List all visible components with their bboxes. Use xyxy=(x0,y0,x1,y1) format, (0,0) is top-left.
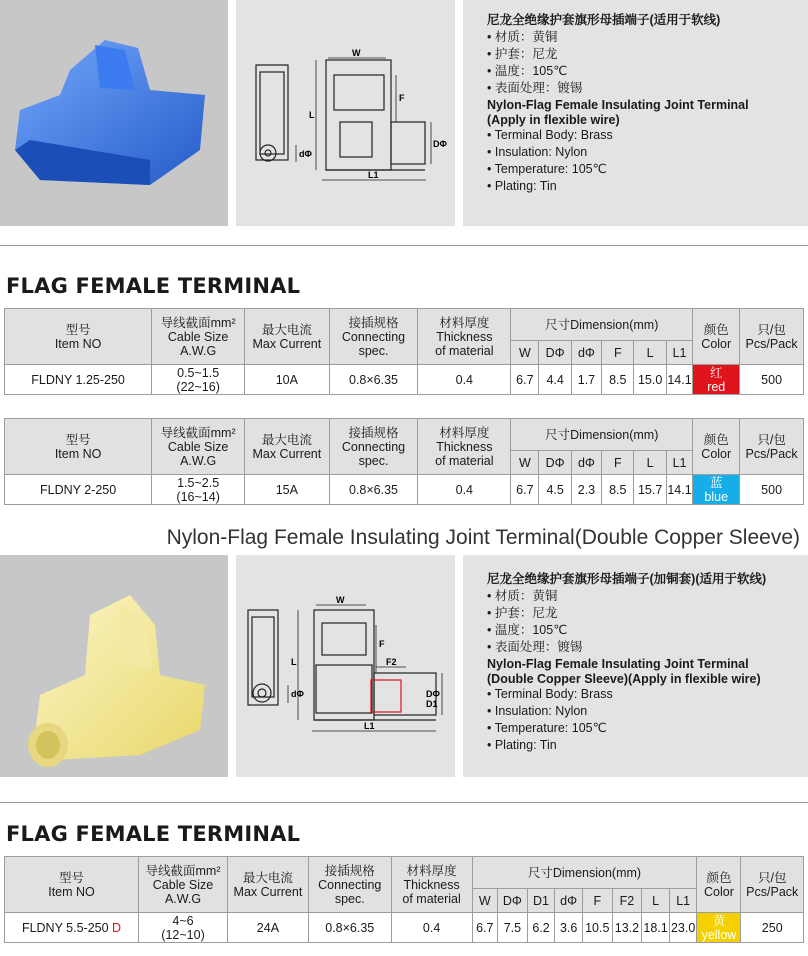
dim-value: 6.2 xyxy=(527,913,555,943)
dim-value: 1.7 xyxy=(571,365,601,395)
product-photo-yellow xyxy=(0,555,228,777)
dimension-drawing-1 xyxy=(236,0,455,226)
connecting-spec: 0.8×6.35 xyxy=(329,475,418,505)
dim-col: L xyxy=(634,451,666,475)
hdr-dimension: 尺寸Dimension(mm) xyxy=(472,857,697,889)
spec-item-cn-1: • 材质：黄铜 xyxy=(487,589,558,603)
product2-subtitle: Nylon-Flag Female Insulating Joint Terminal(Double Copper Sleeve) xyxy=(166,526,800,549)
dim-value: 15.0 xyxy=(634,365,666,395)
hdr-connecting: 接插规格 Connecting spec. xyxy=(329,419,418,475)
cable-size: 1.5~2.5 (16~14) xyxy=(152,475,245,505)
spec-item-cn-3: • 温度：105℃ xyxy=(487,623,568,637)
hdr-thickness: 材料厚度 Thickness of material xyxy=(418,309,511,365)
color-swatch-blue: 蓝 blue xyxy=(693,475,740,505)
dim-col: W xyxy=(472,889,498,913)
thickness: 0.4 xyxy=(391,913,472,943)
technical-drawing-2 xyxy=(236,555,455,777)
dphi-label: DΦ xyxy=(426,689,440,699)
spec-title-en-1: Nylon-Flag Female Insulating Joint Terminal xyxy=(487,657,749,671)
hdr-color: 颜色 Color xyxy=(693,309,740,365)
hdr-connecting: 接插规格 Connecting spec. xyxy=(308,857,391,913)
spec-panel-2 xyxy=(463,555,808,777)
cable-size: 4~6 (12~10) xyxy=(139,913,228,943)
dim-value: 2.3 xyxy=(571,475,601,505)
hdr-pack: 只/包 Pcs/Pack xyxy=(740,419,804,475)
dim-col: L xyxy=(642,889,670,913)
dim-value: 14.1 xyxy=(666,475,692,505)
item-no: FLDNY 1.25-250 xyxy=(5,365,152,395)
product-photo-blue xyxy=(0,0,228,226)
dphi-small-label: dΦ xyxy=(291,689,304,699)
spec-item-en-3: • Temperature: 105℃ xyxy=(487,721,607,735)
d1-label: D1 xyxy=(426,699,438,709)
spec-item-en-2: • Insulation: Nylon xyxy=(487,145,588,159)
dim-col: F xyxy=(602,341,634,365)
w-label: W xyxy=(336,595,345,605)
dim-value: 6.7 xyxy=(472,913,498,943)
hdr-dimension: 尺寸Dimension(mm) xyxy=(511,419,693,451)
max-current: 24A xyxy=(228,913,309,943)
section-heading-1: FLAG FEMALE TERMINAL xyxy=(6,274,301,298)
dim-value: 10.5 xyxy=(582,913,612,943)
dim-col: F xyxy=(602,451,634,475)
color-swatch-yellow: 黄 yellow xyxy=(697,913,741,943)
hdr-current: 最大电流 Max Current xyxy=(228,857,309,913)
dim-col: DΦ xyxy=(539,451,571,475)
spec-title-cn: 尼龙全绝缘护套旗形母插端子(加铜套)(适用于软线) xyxy=(487,572,767,586)
pcs-per-pack: 500 xyxy=(740,365,804,395)
hdr-thickness: 材料厚度 Thickness of material xyxy=(418,419,511,475)
spec-item-en-4: • Plating: Tin xyxy=(487,738,557,752)
hdr-item: 型号 Item NO xyxy=(5,309,152,365)
spec-item-cn-4: • 表面处理：镀锡 xyxy=(487,81,583,95)
hdr-size: 导线截面mm² Cable Size A.W.G xyxy=(139,857,228,913)
dphi-small-label: dΦ xyxy=(299,149,312,159)
dim-value: 4.5 xyxy=(539,475,571,505)
dim-value: 14.1 xyxy=(666,365,692,395)
dim-col: dΦ xyxy=(571,341,601,365)
dim-value: 8.5 xyxy=(602,475,634,505)
spec-item-cn-3: • 温度：105℃ xyxy=(487,64,568,78)
item-no: FLDNY 2-250 xyxy=(5,475,152,505)
dim-value: 4.4 xyxy=(539,365,571,395)
spec-item-en-1: • Terminal Body: Brass xyxy=(487,128,613,142)
w-label: W xyxy=(352,48,361,58)
l1-label: L1 xyxy=(368,170,379,180)
dim-col: L1 xyxy=(666,341,692,365)
hdr-pack: 只/包 Pcs/Pack xyxy=(740,309,804,365)
dim-col: L xyxy=(634,341,666,365)
spec-title-en-2: (Double Copper Sleeve)(Apply in flexible wire) xyxy=(487,672,761,686)
hdr-item: 型号 Item NO xyxy=(5,857,139,913)
copper-sleeve-highlight xyxy=(371,680,401,712)
dim-col: DΦ xyxy=(539,341,571,365)
spec-item-cn-2: • 护套：尼龙 xyxy=(487,47,558,61)
spec-panel-1 xyxy=(463,0,808,226)
thickness: 0.4 xyxy=(418,475,511,505)
dim-value: 15.7 xyxy=(634,475,666,505)
spec-item-cn-4: • 表面处理：镀锡 xyxy=(487,640,583,654)
spec-item-cn-2: • 护套：尼龙 xyxy=(487,606,558,620)
dim-col: dΦ xyxy=(555,889,583,913)
table-row xyxy=(5,913,804,943)
spec-item-en-1: • Terminal Body: Brass xyxy=(487,687,613,701)
dim-value: 13.2 xyxy=(612,913,642,943)
spec-table-3 xyxy=(4,856,804,943)
f-label: F xyxy=(399,93,405,103)
hdr-item: 型号 Item NO xyxy=(5,419,152,475)
dim-col: F xyxy=(582,889,612,913)
dim-value: 3.6 xyxy=(555,913,583,943)
dim-col: D1 xyxy=(527,889,555,913)
divider-1 xyxy=(0,245,808,246)
hdr-current: 最大电流 Max Current xyxy=(245,309,330,365)
pcs-per-pack: 500 xyxy=(740,475,804,505)
thickness: 0.4 xyxy=(418,365,511,395)
l-label: L xyxy=(309,110,315,120)
max-current: 10A xyxy=(245,365,330,395)
spec-item-en-3: • Temperature: 105℃ xyxy=(487,162,607,176)
spec-item-en-2: • Insulation: Nylon xyxy=(487,704,588,718)
dim-col: DΦ xyxy=(498,889,528,913)
dim-value: 6.7 xyxy=(511,475,539,505)
f2-label: F2 xyxy=(386,657,397,667)
dim-value: 8.5 xyxy=(602,365,634,395)
blue-terminal-image xyxy=(0,0,228,226)
hdr-pack: 只/包 Pcs/Pack xyxy=(741,857,804,913)
hdr-connecting: 接插规格 Connecting spec. xyxy=(329,309,418,365)
hdr-color: 颜色 Color xyxy=(693,419,740,475)
hdr-thickness: 材料厚度 Thickness of material xyxy=(391,857,472,913)
max-current: 15A xyxy=(245,475,330,505)
l1-label: L1 xyxy=(364,721,375,731)
dim-col: F2 xyxy=(612,889,642,913)
dim-value: 6.7 xyxy=(511,365,539,395)
spec-title-cn: 尼龙全绝缘护套旗形母插端子(适用于软线) xyxy=(487,13,721,27)
technical-drawing-1 xyxy=(236,0,455,226)
pcs-per-pack: 250 xyxy=(741,913,804,943)
spec-title-en-2: (Apply in flexible wire) xyxy=(487,113,620,127)
dim-col: W xyxy=(511,451,539,475)
dim-value: 18.1 xyxy=(642,913,670,943)
spec-table-2 xyxy=(4,418,804,505)
table-row xyxy=(5,365,804,395)
spec-item-cn-1: • 材质：黄铜 xyxy=(487,30,558,44)
hdr-color: 颜色 Color xyxy=(697,857,741,913)
hdr-current: 最大电流 Max Current xyxy=(245,419,330,475)
connecting-spec: 0.8×6.35 xyxy=(308,913,391,943)
dim-col: L1 xyxy=(669,889,697,913)
dim-col: L1 xyxy=(666,451,692,475)
dim-col: W xyxy=(511,341,539,365)
spec-table-1 xyxy=(4,308,804,395)
yellow-terminal-image xyxy=(0,555,228,777)
cable-size: 0.5~1.5 (22~16) xyxy=(152,365,245,395)
connecting-spec: 0.8×6.35 xyxy=(329,365,418,395)
divider-2 xyxy=(0,802,808,803)
dimension-drawing-2 xyxy=(236,555,455,777)
dim-value: 7.5 xyxy=(498,913,528,943)
spec-title-en-1: Nylon-Flag Female Insulating Joint Terminal xyxy=(487,98,749,112)
dim-col: dΦ xyxy=(571,451,601,475)
dim-value: 23.0 xyxy=(669,913,697,943)
f-label: F xyxy=(379,639,385,649)
color-swatch-red: 红 red xyxy=(693,365,740,395)
table-row xyxy=(5,475,804,505)
section-heading-2: FLAG FEMALE TERMINAL xyxy=(6,822,301,846)
l-label: L xyxy=(291,657,297,667)
hdr-dimension: 尺寸Dimension(mm) xyxy=(511,309,693,341)
item-suffix: D xyxy=(112,920,122,935)
item-no: FLDNY 5.5-250 D xyxy=(5,913,139,943)
dphi-label: DΦ xyxy=(433,139,447,149)
spec-item-en-4: • Plating: Tin xyxy=(487,179,557,193)
hdr-size: 导线截面mm² Cable Size A.W.G xyxy=(152,309,245,365)
hdr-size: 导线截面mm² Cable Size A.W.G xyxy=(152,419,245,475)
